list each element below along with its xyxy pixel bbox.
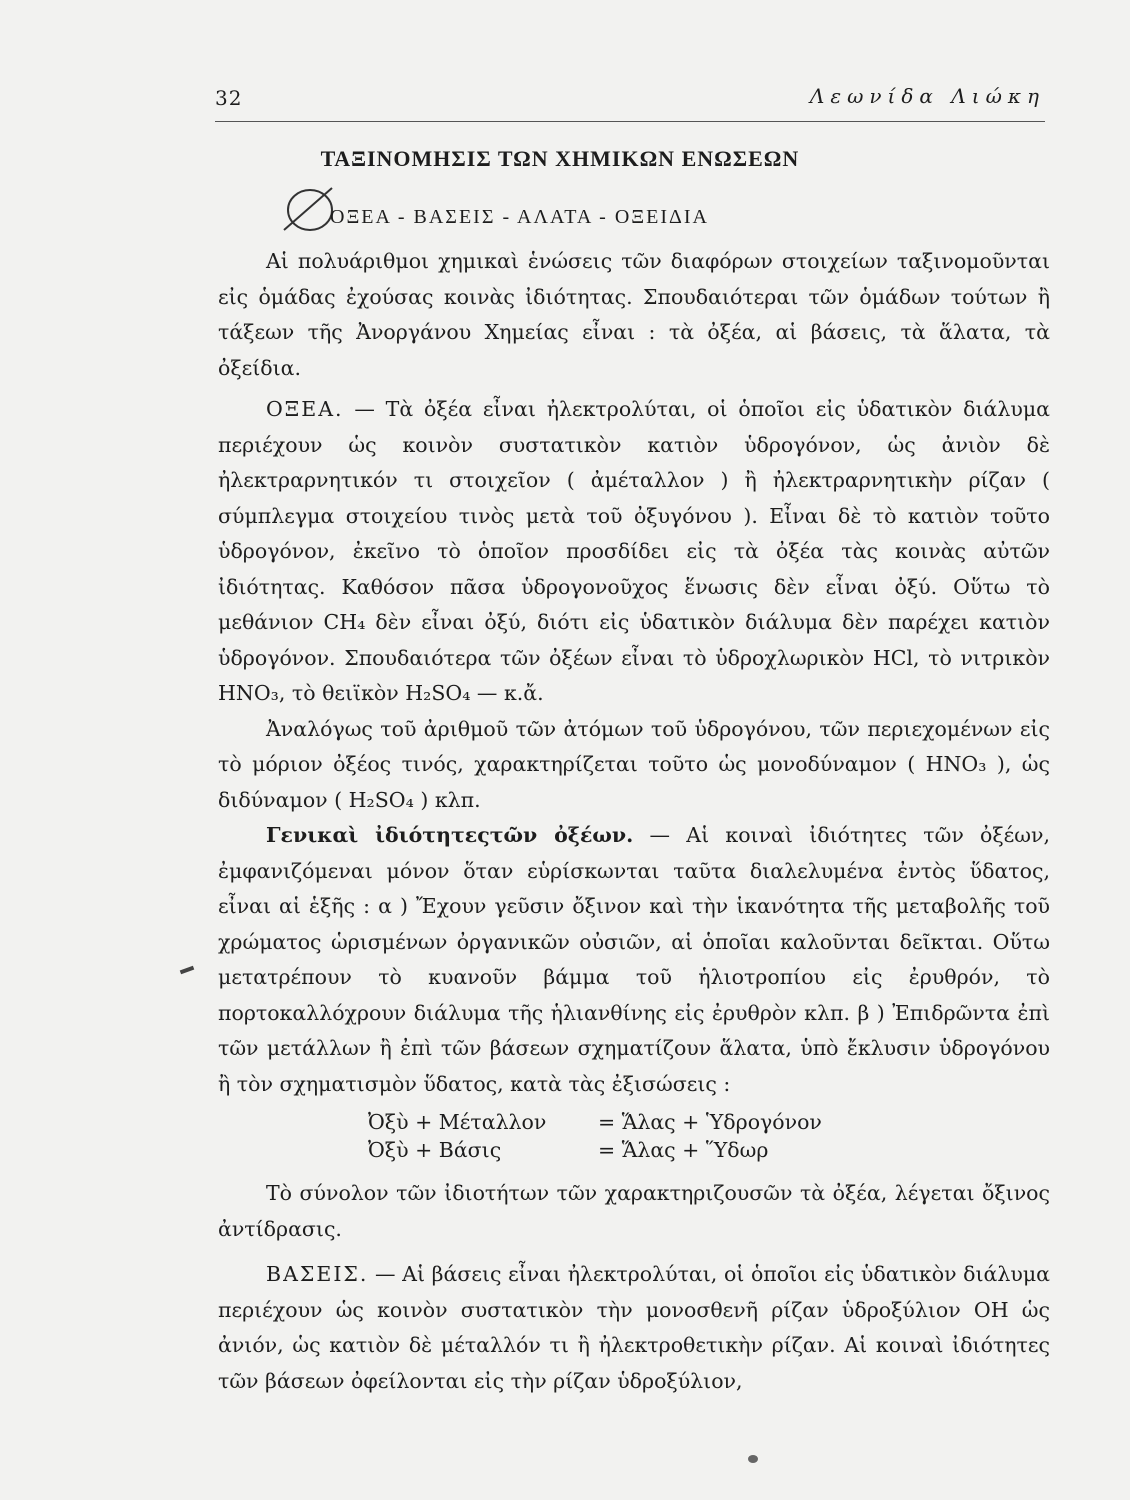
acid-reaction-paragraph: Τὸ σύνολον τῶν ἰδιοτήτων τῶν χαρακτηριζουσῶν τὰ ὀξέα, λέγεται ὄξινος ἀντίδρασις. bbox=[218, 1181, 1050, 1241]
chapter-title: ΤΑΞΙΝΟΜΗΣΙΣ ΤΩΝ ΧΗΜΙΚΩΝ ΕΝΩΣΕΩΝ bbox=[320, 146, 800, 171]
general-properties-text: — Αἱ κοιναὶ ἰδιότητες τῶν ὀξέων, ἐμφανιζόμεναι μόνον ὅταν εὑρίσκωνται ταῦτα διαλελυμένα ἐντὸς ὕδατος, εἶναι αἱ ἑξῆς : α ) Ἔχουν γεῦσιν ὄξινον καὶ τὴν ἱκανότητα τῆς μεταβολῆς τοῦ χρώματος ὡρισμένων ὀργανικῶν οὐσιῶν, αἱ ὁποῖαι καλοῦνται δεῖκται. Οὕτω μετατρέπουν τὸ κυανοῦν βάμμα τοῦ ἡλιοτροπίου εἰς ἐρυθρόν, τὸ πορτοκαλλόχρουν διάλυμα τῆς ἡλιανθίνης εἰς ἐρυθρὸν κλπ. β ) Ἐπιδρῶντα ἐπὶ τῶν μετάλλων ἢ ἐπὶ τῶν βάσεων σχηματίζουν ἅλατα, ὑπὸ ἔκλυσιν ὑδρογόνου ἢ τὸν σχηματισμὸν ὕδατος, κατὰ τὰς ἐξισώσεις : bbox=[218, 823, 1050, 1096]
intro-paragraph: Αἱ πολυάριθμοι χημικαὶ ἑνώσεις τῶν διαφόρων στοιχείων ταξινομοῦνται εἰς ὁμάδας ἐχούσας κοινὰς ἰδιότητας. Σπουδαιότεραι τῶν ὁμάδων τούτων ἢ τάξεων τῆς Ἀνοργάνου Χημείας εἶναι : τὰ ὀξέα, αἱ βάσεις, τὰ ἅλατα, τὰ ὀξείδια. bbox=[218, 249, 1050, 380]
page-header bbox=[215, 82, 1045, 112]
equations bbox=[218, 1108, 1050, 1164]
equation-row bbox=[368, 1136, 1050, 1164]
general-properties-paragraph bbox=[218, 818, 1050, 1102]
paragraph-gap bbox=[218, 1247, 1050, 1257]
equation-left: Ὀξὺ + Μέταλλον bbox=[368, 1110, 547, 1134]
acids-heading: ΟΞΕΑ. bbox=[266, 397, 344, 421]
page-number: 32 bbox=[215, 86, 243, 110]
bases-text: — Αἱ βάσεις εἶναι ἠλεκτρολύται, οἱ ὁποῖοι εἰς ὑδατικὸν διάλυμα περιέχουν ὡς κοινὸν συστατικὸν τὴν μονοσθενῆ ρίζαν ὑδροξύλιον OH ὡς ἀνιόν, ὡς κατιὸν δὲ μέταλλόν τι ἢ ἠλεκτροθετικὴν ρίζαν. Αἱ κοιναὶ ἰδιότητες τῶν βάσεων ὀφείλονται εἰς τὴν ρίζαν ὑδροξύλιον, bbox=[218, 1262, 1050, 1393]
basicity-paragraph: Ἀναλόγως τοῦ ἀριθμοῦ τῶν ἀτόμων τοῦ ὑδρογόνου, τῶν περιεχομένων εἰς τὸ μόριον ὀξέος τινός, χαρακτηρίζεται τοῦτο ὡς μονοδύναμον ( HNO₃ ), ὡς διδύναμον ( H₂SO₄ ) κλπ. bbox=[218, 716, 1050, 812]
body-text bbox=[218, 244, 1050, 1399]
general-properties-heading: Γενικαὶ ἰδιότητεςτῶν ὀξέων. bbox=[266, 823, 634, 847]
equation-row bbox=[368, 1108, 1050, 1136]
header-rule bbox=[215, 121, 1045, 122]
acids-text: — Τὰ ὀξέα εἶναι ἠλεκτρολύται, οἱ ὁποῖοι εἰς ὑδατικὸν διάλυμα περιέχουν ὡς κοινὸν συστατικὸν κατιὸν ὑδρογόνον, ὡς ἀνιὸν δὲ ἠλεκτραρνητικόν τι στοιχεῖον ( ἀμέταλλον ) ἢ ἠλεκτραρνητικὴν ρίζαν ( σύμπλεγμα στοιχείου τινὸς μετὰ τοῦ ὀξυγόνου ). Εἶναι δὲ τὸ κατιὸν τοῦτο ὑδρογόνον, ἐκεῖνο τὸ ὁποῖον προσδίδει εἰς τὰ ὀξέα τὰς κοινὰς αὐτῶν ἰδιότητας. Καθόσον πᾶσα ὑδρογονοῦχος ἕνωσις δὲν εἶναι ὀξύ. Οὕτω τὸ μεθάνιον CH₄ δὲν εἶναι ὀξύ, διότι εἰς ὑδατικὸν διάλυμα δὲν παρέχει κατιὸν ὑδρογόνον. Σπουδαιότερα τῶν ὀξέων εἶναι τὸ ὑδροχλωρικὸν HCl, τὸ νιτρικὸν HNO₃, τὸ θειϊκὸν H₂SO₄ — κ.ἄ. bbox=[218, 397, 1050, 705]
equation-right: = Ἅλας + Ὕδωρ bbox=[598, 1138, 769, 1162]
acids-paragraph bbox=[218, 392, 1050, 712]
equation-right: = Ἅλας + Ὑδρογόνον bbox=[598, 1110, 822, 1134]
margin-pencil-mark bbox=[180, 966, 195, 975]
bases-paragraph bbox=[218, 1257, 1050, 1399]
bases-heading: ΒΑΣΕΙΣ. bbox=[266, 1262, 369, 1286]
ink-spot bbox=[748, 1455, 758, 1463]
equation-left: Ὀξὺ + Βάσις bbox=[368, 1138, 502, 1162]
section-subtitle: ΟΞΕΑ - ΒΑΣΕΙΣ - ΑΛΑΤΑ - ΟΞΕΙΔΙΑ bbox=[330, 206, 709, 228]
running-head: Λεωνίδα Λιώκη bbox=[809, 84, 1045, 108]
